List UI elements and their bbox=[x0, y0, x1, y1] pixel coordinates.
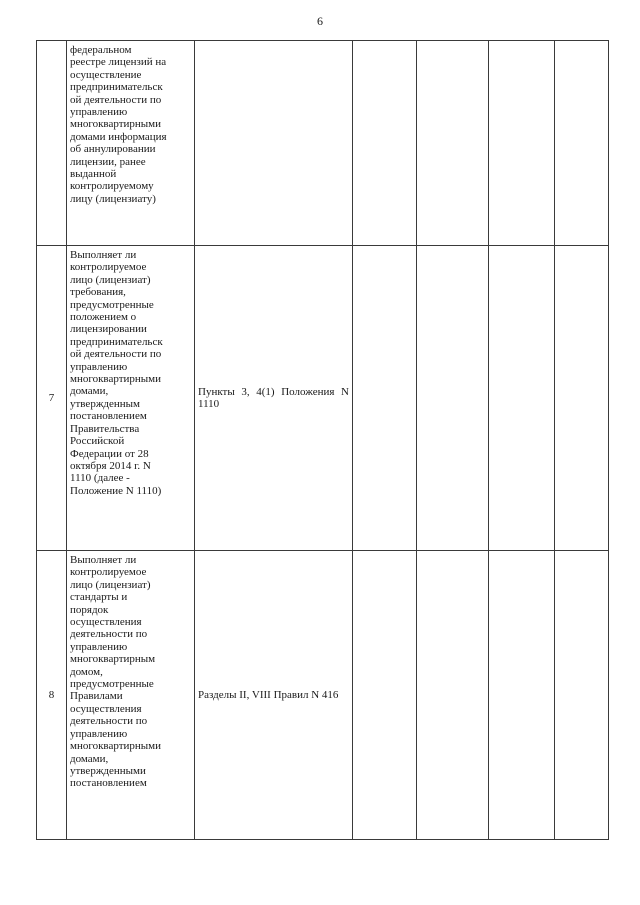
answer-no-cell bbox=[417, 41, 489, 246]
checklist-table bbox=[36, 40, 609, 840]
note-cell bbox=[555, 246, 609, 551]
question-text: Выполняет ли контролируемое лицо (лицензиат) стандарты и порядок осуществления деятельности по управлению многоквартирным домом, предусмотренные Правилами осуществления деятельности по управлению многоквартирными домами, утвержденными постановлением bbox=[70, 554, 162, 790]
reference-cell bbox=[195, 41, 353, 246]
reference-text: Пункты 3, 4(1) Положения N 1110 bbox=[198, 385, 349, 410]
answer-no-cell bbox=[417, 551, 489, 840]
reference-cell bbox=[195, 551, 353, 840]
answer-no-cell bbox=[417, 246, 489, 551]
question-cell bbox=[67, 551, 195, 840]
note-cell bbox=[555, 551, 609, 840]
answer-yes-cell bbox=[353, 41, 417, 246]
question-cell bbox=[67, 246, 195, 551]
reference-cell bbox=[195, 246, 353, 551]
question-cell bbox=[67, 41, 195, 246]
answer-yes-cell bbox=[353, 246, 417, 551]
row-number-cell bbox=[37, 41, 67, 246]
question-text: федеральном реестре лицензий на осуществление предпринимательск ой деятельности по управлению многоквартирными домами информация об аннулировании лицензии, ранее выданной контролируемому лицу (лицензиату) bbox=[70, 44, 167, 205]
answer-yes-cell bbox=[353, 551, 417, 840]
row-number-cell bbox=[37, 246, 67, 551]
table-row bbox=[37, 246, 609, 551]
answer-not-applicable-cell bbox=[489, 551, 555, 840]
reference-text: Разделы II, VIII Правил N 416 bbox=[198, 688, 339, 701]
page-number: 6 bbox=[317, 14, 323, 28]
row-number: 8 bbox=[48, 688, 55, 701]
row-number-cell bbox=[37, 551, 67, 840]
note-cell bbox=[555, 41, 609, 246]
table-row bbox=[37, 551, 609, 840]
question-text: Выполняет ли контролируемое лицо (лицензиат) требования, предусмотренные положением о лицензировании предпринимательск ой деятельности по управлению многоквартирными домами, утвержденным постановлением Правительства Российской Федерации от 28 октября 2014 г. N 1110 (далее - Положение N 1110) bbox=[70, 249, 163, 497]
answer-not-applicable-cell bbox=[489, 41, 555, 246]
table-row bbox=[37, 41, 609, 246]
answer-not-applicable-cell bbox=[489, 246, 555, 551]
row-number: 7 bbox=[48, 391, 55, 404]
